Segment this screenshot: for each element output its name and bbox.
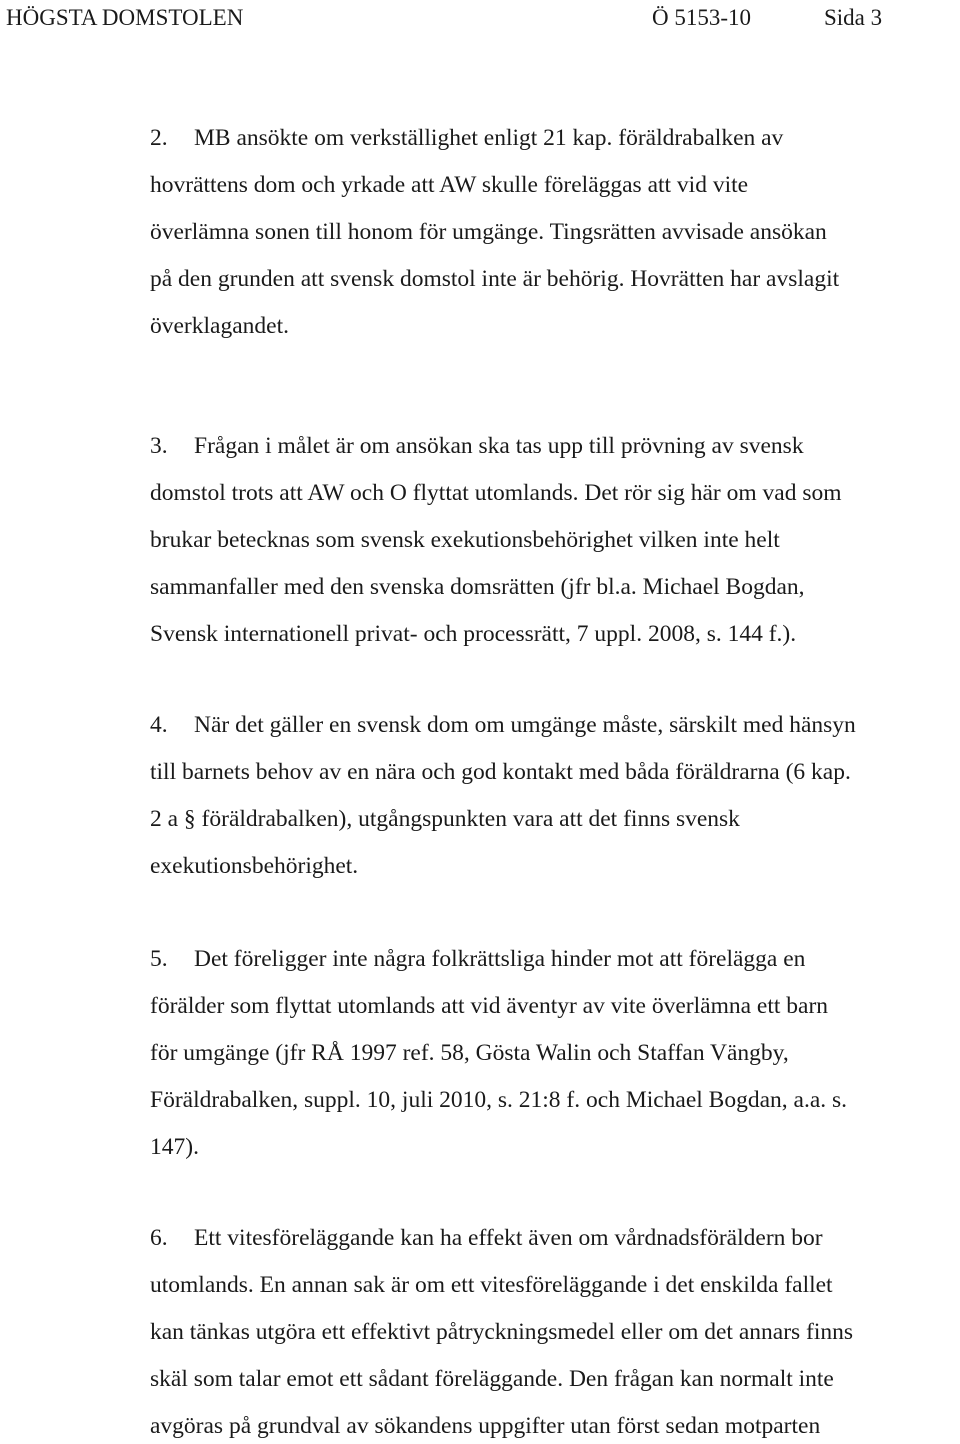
paragraph-text: MB ansökte om verkställighet enligt 21 kap. föräldrabalken av: [194, 125, 784, 151]
paragraph-line: brukar betecknas som svensk exekutionsbehörighet vilken inte helt: [150, 527, 780, 553]
paragraph-number: 5.: [150, 946, 168, 972]
paragraph-4: [150, 702, 960, 890]
paragraph-text: Ett vitesföreläggande kan ha effekt även om vårdnadsföräldern bor: [194, 1225, 823, 1251]
paragraph-5: [150, 936, 960, 1171]
paragraph-3: [150, 423, 960, 658]
paragraph-text: Frågan i målet är om ansökan ska tas upp till prövning av svensk: [194, 433, 804, 459]
paragraph-line: kan tänkas utgöra ett effektivt påtryckningsmedel eller om det annars finns: [150, 1319, 854, 1345]
paragraph-number: 3.: [150, 433, 168, 459]
paragraph-line: för umgänge (jfr RÅ 1997 ref. 58, Gösta Walin och Staffan Vängby,: [150, 1040, 789, 1066]
paragraph-line: avgöras på grundval av sökandens uppgifter utan först sedan motparten: [150, 1413, 821, 1439]
paragraph-line: exekutionsbehörighet.: [150, 853, 359, 879]
paragraph-line: överklagandet.: [150, 313, 289, 339]
paragraph-2: [150, 115, 960, 350]
paragraph-line: [150, 423, 960, 470]
paragraph-line: till barnets behov av en nära och god kontakt med båda föräldrarna (6 kap.: [150, 759, 851, 785]
paragraph-number: 2.: [150, 125, 168, 151]
paragraph-line: sammanfaller med den svenska domsrätten (jfr bl.a. Michael Bogdan,: [150, 574, 805, 600]
court-name: HÖGSTA DOMSTOLEN: [6, 5, 244, 30]
paragraph-line: [150, 115, 960, 162]
paragraph-line: 147).: [150, 1134, 199, 1160]
paragraph-line: utomlands. En annan sak är om ett vitesföreläggande i det enskilda fallet: [150, 1272, 833, 1298]
paragraph-line: på den grunden att svensk domstol inte är behörig. Hovrätten har avslagit: [150, 266, 840, 292]
paragraph-6: [150, 1215, 960, 1444]
paragraph-line: Svensk internationell privat- och processrätt, 7 uppl. 2008, s. 144 f.).: [150, 621, 797, 647]
paragraph-text: Det föreligger inte några folkrättsliga hinder mot att förelägga en: [194, 946, 806, 972]
page-number: Sida 3: [824, 5, 883, 30]
paragraph-line: [150, 936, 960, 983]
paragraph-line: 2 a § föräldrabalken), utgångspunkten vara att det finns svensk: [150, 806, 740, 832]
paragraph-line: domstol trots att AW och O flyttat utomlands. Det rör sig här om vad som: [150, 480, 842, 506]
paragraph-line: överlämna sonen till honom för umgänge. Tingsrätten avvisade ansökan: [150, 219, 827, 245]
page-header: [0, 0, 960, 40]
paragraph-line: Föräldrabalken, suppl. 10, juli 2010, s. 21:8 f. och Michael Bogdan, a.a. s.: [150, 1087, 848, 1113]
paragraph-number: 4.: [150, 712, 168, 738]
paragraph-line: förälder som flyttat utomlands att vid äventyr av vite överlämna ett barn: [150, 993, 829, 1019]
paragraph-number: 6.: [150, 1225, 168, 1251]
paragraph-line: skäl som talar emot ett sådant föreläggande. Den frågan kan normalt inte: [150, 1366, 834, 1392]
case-number: Ö 5153-10: [652, 5, 752, 30]
paragraph-line: hovrättens dom och yrkade att AW skulle föreläggas att vid vite: [150, 172, 749, 198]
paragraph-line: [150, 1215, 960, 1262]
paragraph-text: När det gäller en svensk dom om umgänge måste, särskilt med hänsyn: [194, 712, 856, 738]
paragraph-line: [150, 702, 960, 749]
